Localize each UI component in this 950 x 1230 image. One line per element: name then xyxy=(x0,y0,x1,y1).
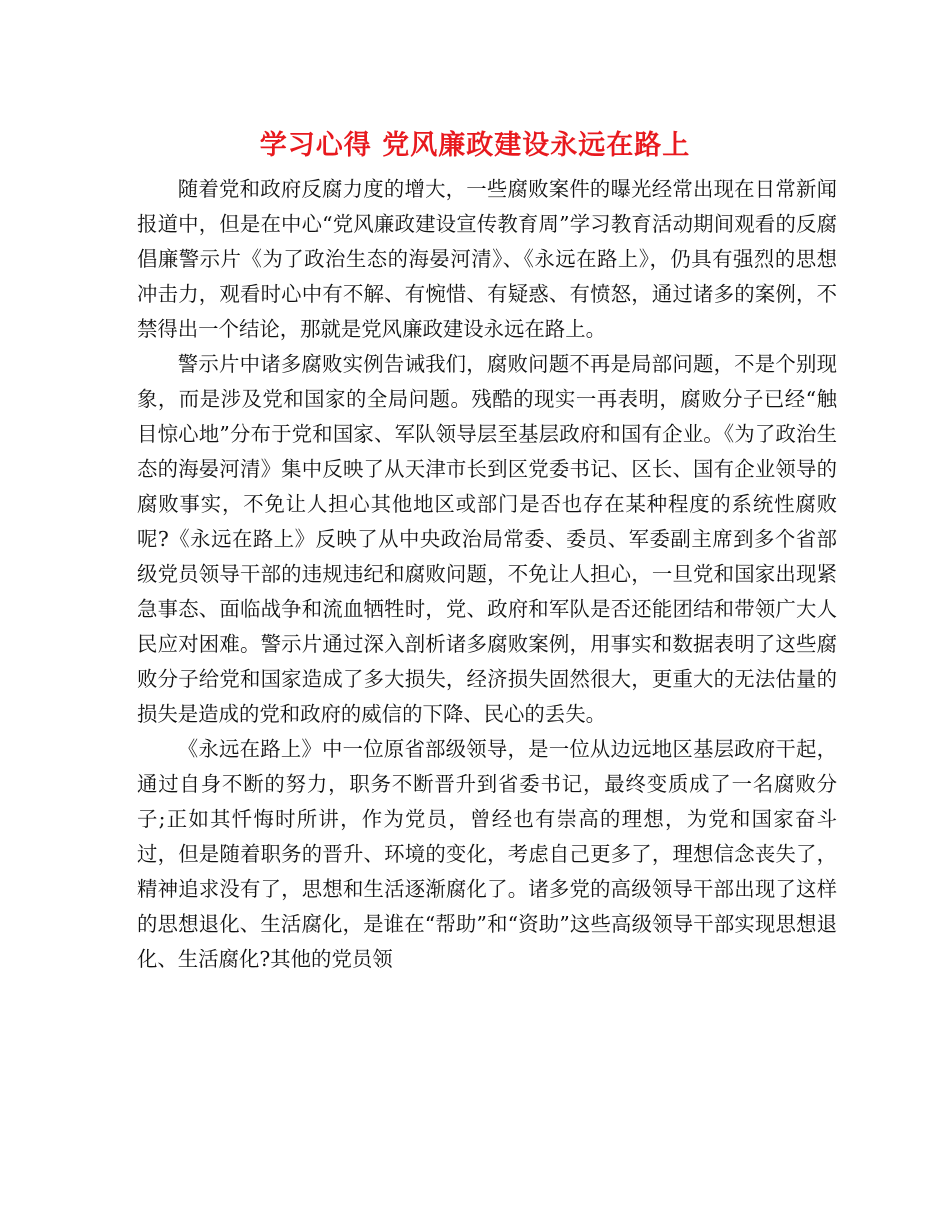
paragraph: 随着党和政府反腐力度的增大，一些腐败案件的曝光经常出现在日常新闻报道中，但是在中心“党风廉政建设宣传教育周”学习教育活动期间观看的反腐倡廉警示片《为了政治生态的海晏河清》、《永远在路上》，仍具有强烈的思想冲击力，观看时心中有不解、有惋惜、有疑惑、有愤怒，通过诸多的案例，不禁得出一个结论，那就是党风廉政建设永远在路上。 xyxy=(137,177,837,341)
document-title: 学习心得 党风廉政建设永远在路上 xyxy=(259,130,691,161)
paragraph: 警示片中诸多腐败实例告诫我们，腐败问题不再是局部问题，不是个别现象，而是涉及党和国家的全局问题。残酷的现实一再表明，腐败分子已经“触目惊心地”分布于党和国家、军队领导层至基层政府和国有企业。《为了政治生态的海晏河清》集中反映了从天津市长到区党委书记、区长、国有企业领导的腐败事实，不免让人担心其他地区或部门是否也存在某种程度的系统性腐败呢?《永远在路上》反映了从中央政治局常委、委员、军委副主席到多个省部级党员领导干部的违规违纪和腐败问题，不免让人担心，一旦党和国家出现紧急事态、面临战争和流血牺牲时，党、政府和军队是否还能团结和带领广大人民应对困难。警示片通过深入剖析诸多腐败案例，用事实和数据表明了这些腐败分子给党和国家造成了多大损失，经济损失固然很大，更重大的无法估量的损失是造成的党和政府的威信的下降、民心的丢失。 xyxy=(137,352,837,726)
paragraph: 《永远在路上》中一位原省部级领导，是一位从边远地区基层政府干起，通过自身不断的努力，职务不断晋升到省委书记，最终变质成了一名腐败分子;正如其忏悔时所讲，作为党员，曾经也有崇高的理想，为党和国家奋斗过，但是随着职务的晋升、环境的变化，考虑自己更多了，理想信念丧失了，精神追求没有了，思想和生活逐渐腐化了。诸多党的高级领导干部出现了这样的思想退化、生活腐化，是谁在“帮助”和“资助”这些高级领导干部实现思想退化、生活腐化?其他的党员领 xyxy=(137,737,837,971)
document-body xyxy=(137,172,837,977)
